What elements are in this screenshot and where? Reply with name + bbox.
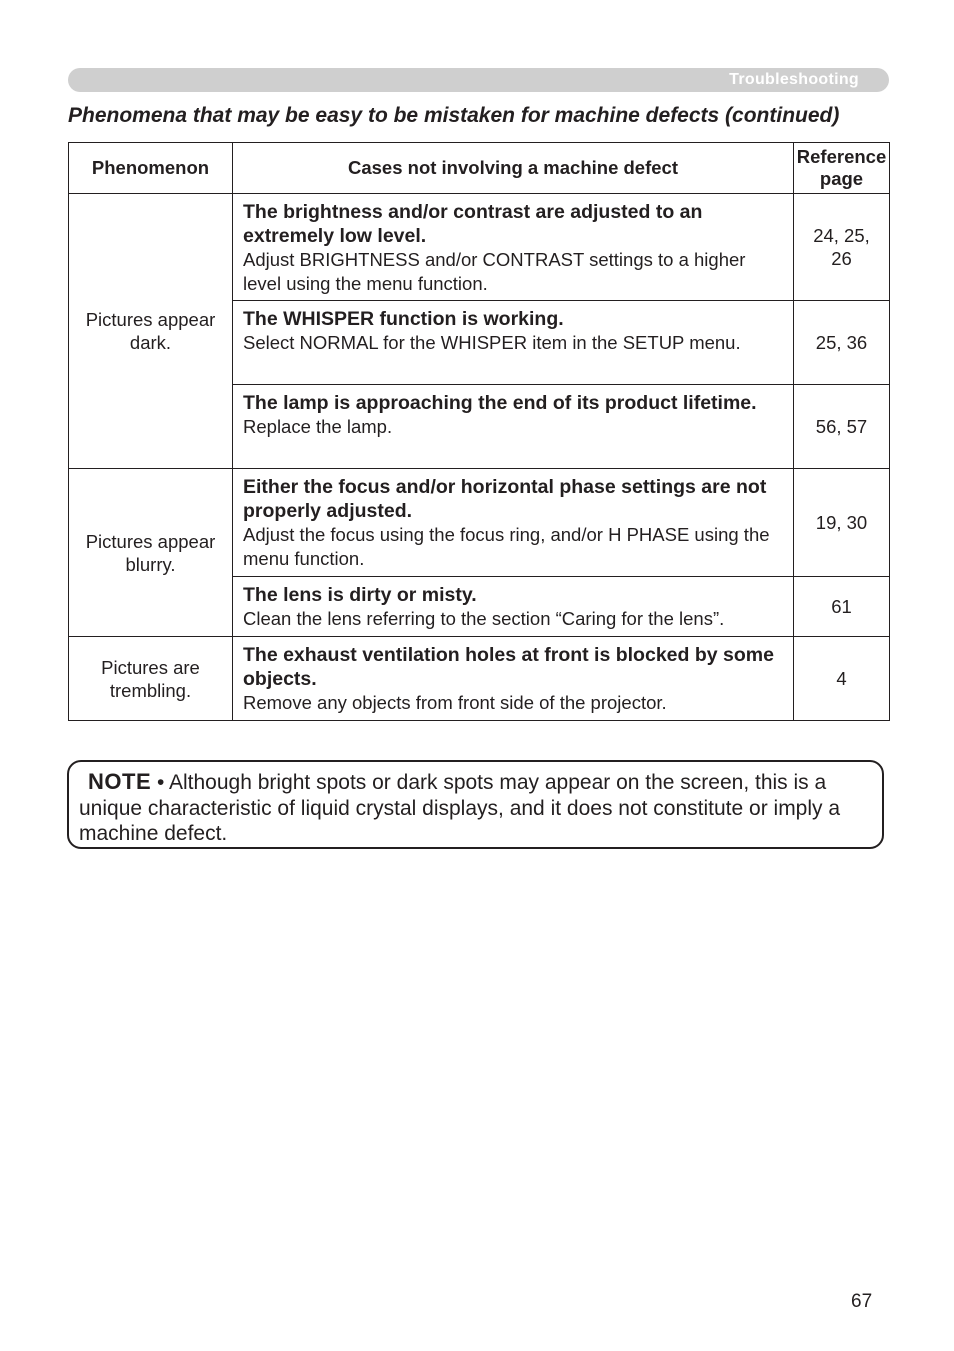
section-title: Troubleshooting (729, 71, 859, 88)
note-text: • Although bright spots or dark spots may appear on the screen, this is a unique characteristic of liquid crystal displays, and it does not constitute or imply a machine defect. (79, 771, 841, 845)
phenomenon-text: Pictures are trembling. (101, 656, 200, 701)
case-cell (233, 577, 794, 637)
note-box (67, 760, 884, 849)
remedy-text: Select NORMAL for the WHISPER item in the SETUP menu. (243, 332, 741, 353)
header-reference-line1: Reference (796, 146, 887, 167)
case-cell (233, 301, 794, 385)
troubleshooting-table (68, 142, 890, 721)
remedy-text: Clean the lens referring to the section “Caring for the lens”. (243, 608, 725, 629)
reference-page: 24, 25, 26 (813, 224, 870, 269)
phenomenon-cell (69, 637, 233, 721)
page-title: Phenomena that may be easy to be mistaken for machine defects (continued) (68, 104, 840, 127)
reference-cell: 56, 57 (794, 385, 890, 469)
page-number: 67 (851, 1291, 873, 1312)
header-cases: Cases not involving a machine defect (233, 143, 794, 194)
table-row (69, 637, 890, 721)
cause-text: Either the focus and/or horizontal phase settings are not properly adjusted. (243, 476, 767, 522)
cause-text: The brightness and/or contrast are adjusted to an extremely low level. (243, 201, 703, 247)
case-cell (233, 385, 794, 469)
table-header-row (69, 143, 890, 194)
remedy-text: Replace the lamp. (243, 416, 393, 437)
table-row (69, 194, 890, 301)
reference-cell: 4 (794, 637, 890, 721)
reference-cell: 19, 30 (794, 469, 890, 577)
cause-text: The WHISPER function is working. (243, 308, 564, 330)
reference-cell: 25, 36 (794, 301, 890, 385)
header-reference (794, 143, 890, 194)
section-header-bar (68, 68, 889, 92)
case-cell (233, 194, 794, 301)
cause-text: The lens is dirty or misty. (243, 584, 477, 606)
case-cell (233, 469, 794, 577)
remedy-text: Remove any objects from front side of the projector. (243, 692, 667, 713)
header-reference-line2: page (819, 168, 864, 189)
phenomenon-cell (69, 469, 233, 637)
note-label: NOTE (88, 769, 152, 794)
phenomenon-cell (69, 194, 233, 469)
remedy-text: Adjust BRIGHTNESS and/or CONTRAST settings to a higher level using the menu function. (243, 249, 746, 294)
header-phenomenon: Phenomenon (69, 143, 233, 194)
phenomenon-text: Pictures appear dark. (85, 309, 216, 353)
reference-cell: 61 (794, 577, 890, 637)
case-cell (233, 637, 794, 721)
cause-text: The exhaust ventilation holes at front is blocked by some objects. (243, 644, 774, 690)
phenomenon-text: Pictures appear blurry. (85, 530, 216, 575)
remedy-text: Adjust the focus using the focus ring, and/or H PHASE using the menu function. (243, 524, 770, 569)
reference-cell (794, 194, 890, 301)
cause-text: The lamp is approaching the end of its product lifetime. (243, 392, 757, 414)
table-row (69, 469, 890, 577)
